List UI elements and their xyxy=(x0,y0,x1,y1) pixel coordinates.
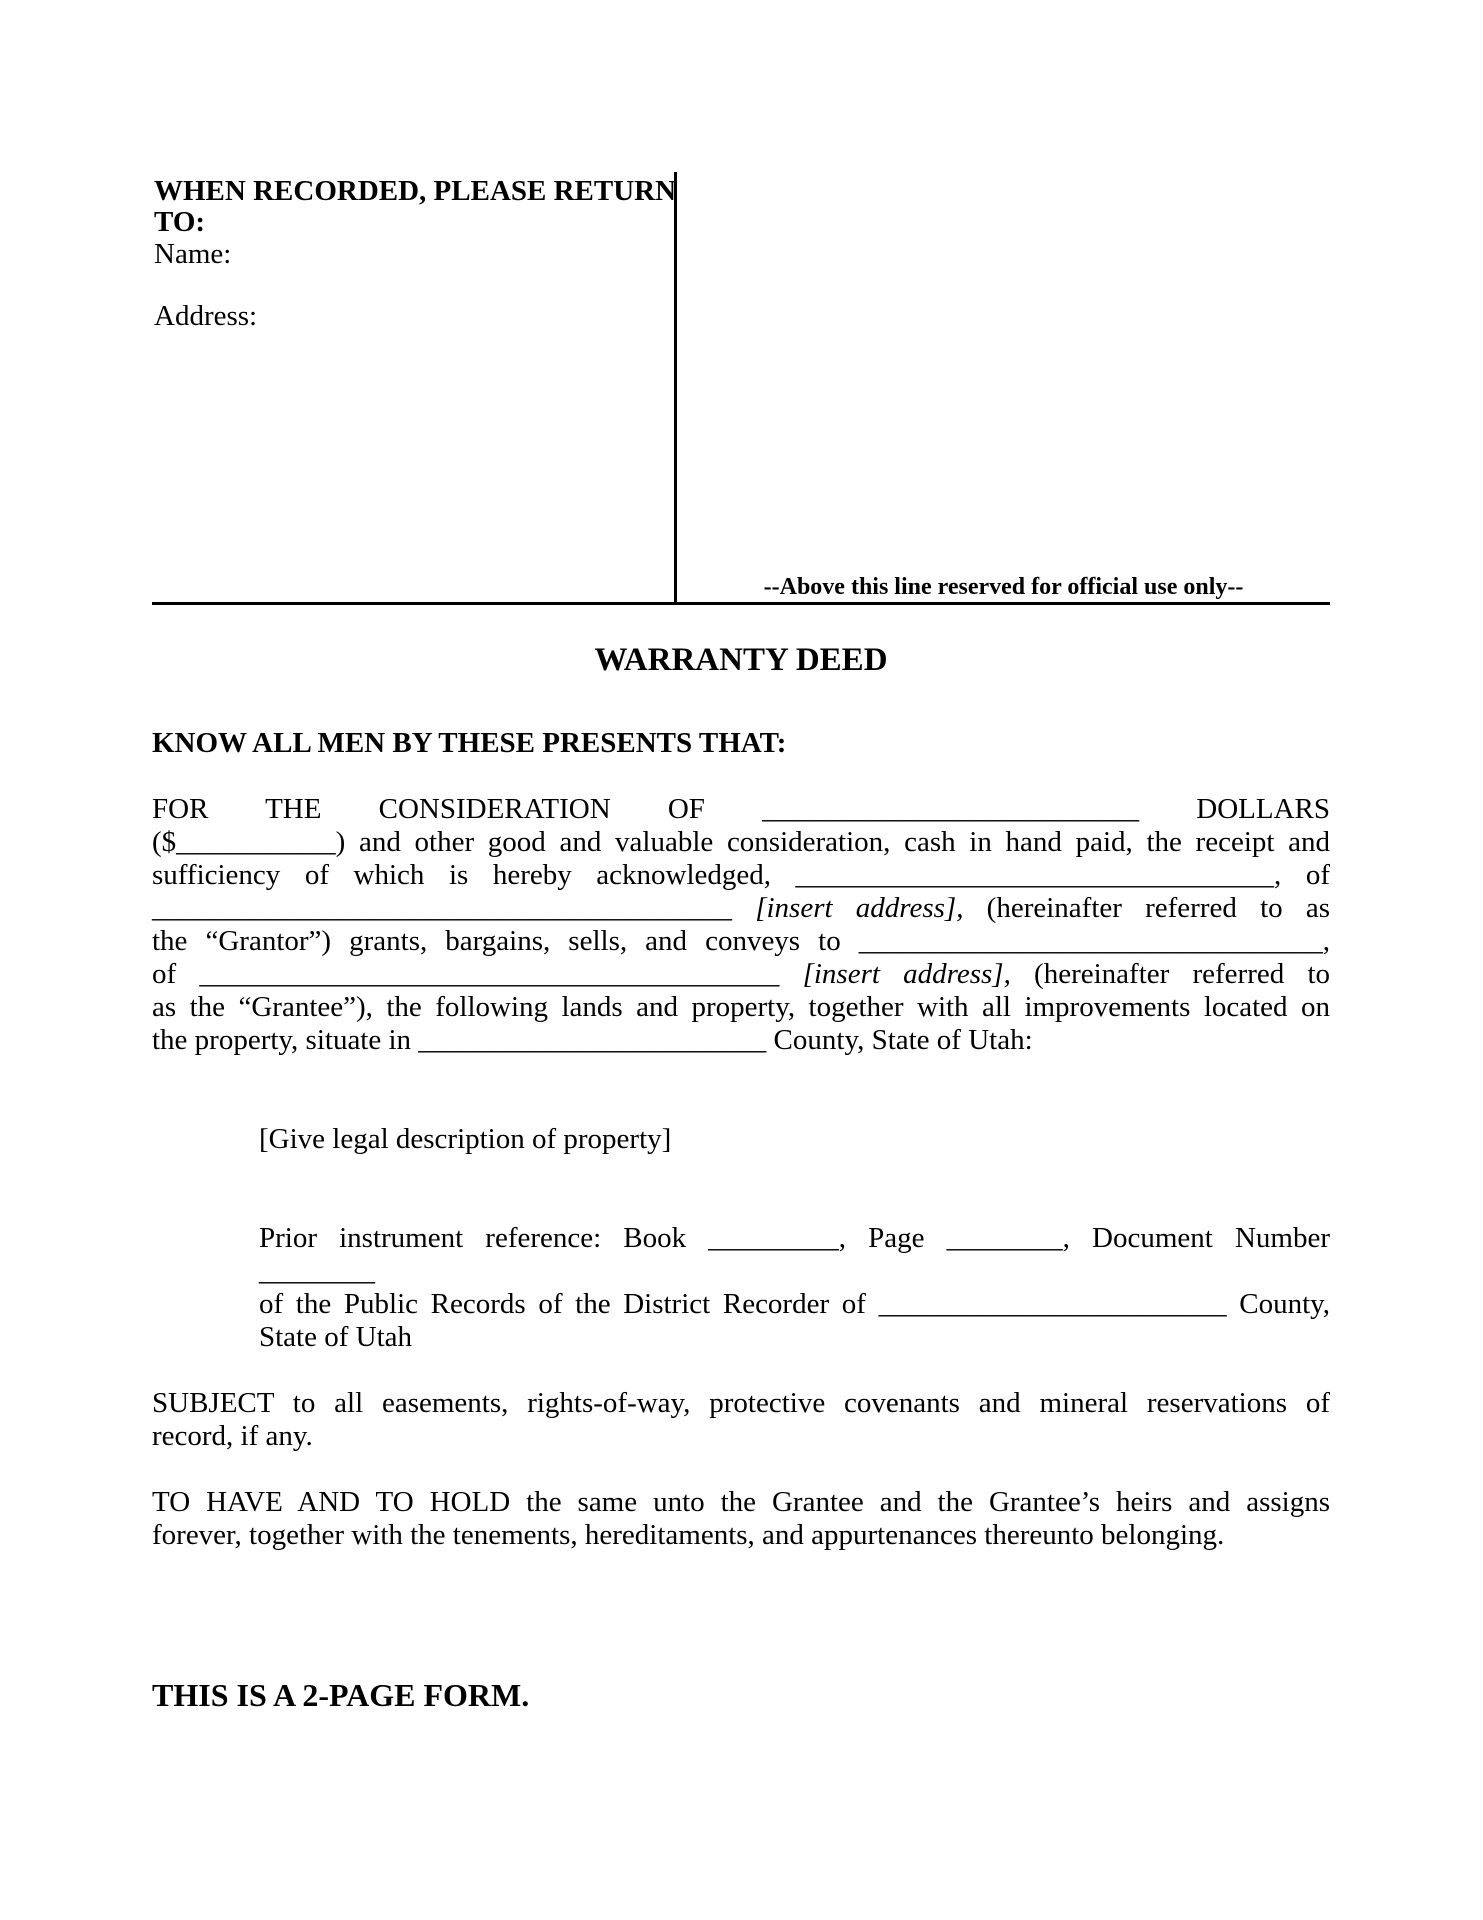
text-line xyxy=(152,1420,1330,1453)
text-line xyxy=(152,1024,1330,1057)
text-segment: ________________________________________ xyxy=(152,892,756,924)
text-segment: the “Grantor”) grants, bargains, sells, and conveys to ________________________________, xyxy=(152,925,1330,957)
text-line xyxy=(152,793,1330,826)
text-segment: SUBJECT to all easements, rights-of-way, protective covenants and mineral reservations of xyxy=(152,1387,1330,1419)
habendum-paragraph xyxy=(152,1486,1330,1552)
text-segment: record, if any. xyxy=(152,1420,313,1452)
address-label: Address: xyxy=(154,300,258,332)
text-line xyxy=(259,1321,1330,1354)
text-segment: of the Public Records of the District Recorder of ________________________ County, xyxy=(259,1288,1330,1320)
text-line xyxy=(152,925,1330,958)
text-segment: (hereinafter referred to xyxy=(1010,958,1331,990)
official-use-area xyxy=(677,172,1330,602)
text-segment: the property, situate in ________________________ County, State of Utah: xyxy=(152,1024,1033,1056)
recording-header xyxy=(152,172,1330,605)
return-address-box xyxy=(152,172,677,602)
text-line xyxy=(152,958,1330,991)
text-line xyxy=(152,892,1330,925)
text-segment: as the “Grantee”), the following lands and property, together with all improvements located on xyxy=(152,991,1330,1023)
text-segment: State of Utah xyxy=(259,1321,413,1353)
prior-instrument-paragraph xyxy=(259,1222,1330,1354)
text-segment: TO HAVE AND TO HOLD the same unto the Grantee and the Grantee’s heirs and assigns xyxy=(152,1486,1330,1518)
document-title: WARRANTY DEED xyxy=(594,642,888,678)
page-form-note: THIS IS A 2-PAGE FORM. xyxy=(152,1677,530,1713)
return-box-title-line2: TO: xyxy=(154,206,206,238)
text-segment: FOR THE CONSIDERATION OF __________________________ DOLLARS xyxy=(152,793,1330,825)
text-segment: forever, together with the tenements, hereditaments, and appurtenances thereunto belonging. xyxy=(152,1519,1225,1551)
text-segment: of ________________________________________ xyxy=(152,958,803,990)
text-line xyxy=(152,826,1330,859)
text-line xyxy=(259,1255,1330,1288)
text-line xyxy=(152,1486,1330,1519)
text-line xyxy=(152,859,1330,892)
legal-description-placeholder: [Give legal description of property] xyxy=(259,1123,672,1155)
text-segment: ________ xyxy=(259,1255,375,1287)
text-line xyxy=(259,1222,1330,1255)
text-line xyxy=(152,1387,1330,1420)
presents-heading: KNOW ALL MEN BY THESE PRESENTS THAT: xyxy=(152,727,787,759)
text-segment: Prior instrument reference: Book _________, Page ________, Document Number xyxy=(259,1222,1330,1254)
subject-paragraph xyxy=(152,1387,1330,1453)
text-line xyxy=(152,1519,1330,1552)
text-segment: ($___________) and other good and valuable consideration, cash in hand paid, the receipt and xyxy=(152,826,1330,858)
return-box-title-line1: WHEN RECORDED, PLEASE RETURN xyxy=(154,175,677,207)
text-segment: sufficiency of which is hereby acknowledged, _________________________________, of xyxy=(152,859,1330,891)
text-segment: (hereinafter referred to as xyxy=(963,892,1331,924)
insert-address-placeholder: [insert address], xyxy=(755,892,964,924)
official-use-note: --Above this line reserved for official use only-- xyxy=(763,574,1244,600)
text-line xyxy=(259,1288,1330,1321)
name-label: Name: xyxy=(154,238,232,270)
consideration-paragraph xyxy=(152,793,1330,1057)
insert-address-placeholder: [insert address], xyxy=(802,958,1011,990)
text-line xyxy=(152,991,1330,1024)
